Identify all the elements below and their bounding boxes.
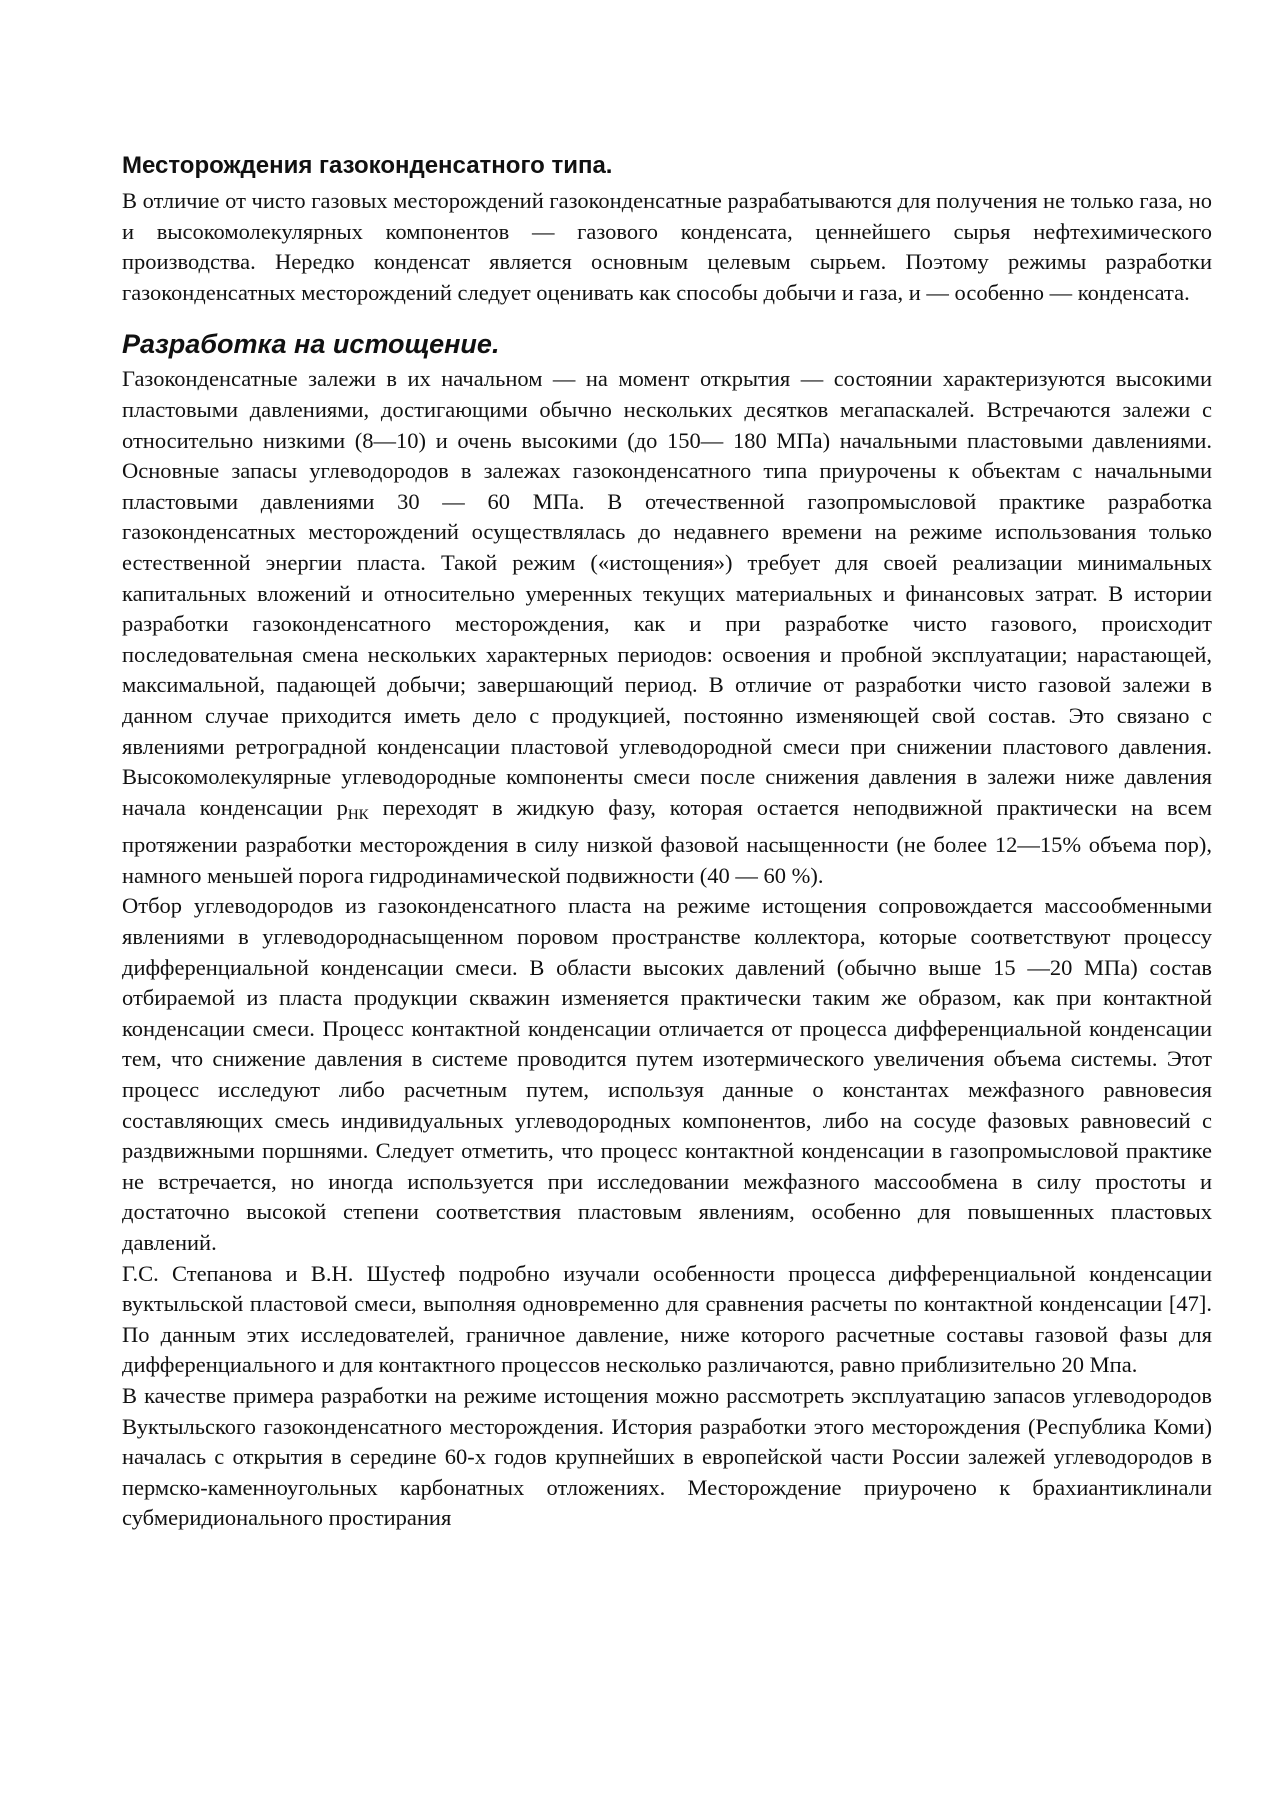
document-page [122,150,1212,1534]
paragraph-vuktyl-example: В качестве примера разработки на режиме истощения можно рассмотреть эксплуатацию запасов углеводородов Вуктыльского газоконденсатного месторождения. История разработки этого месторождения (Республика Коми) началась с открытия в середине 60-х годов крупнейших в европейской части России залежей углеводородов в пермско-каменноугольных карбонатных отложениях. Месторождение приурочено к брахиантиклинали субмеридионального простирания [122,1382,1212,1531]
pressure-symbol [336,794,369,823]
paragraph-text: Газоконденсатные залежи в их начальном — на момент открытия — состоянии характеризуются высокими пластовыми давлениями, достигающими обычно нескольких десятков мегапаскалей. Встречаются залежи с относительно низкими (8—10) и очень высокими (до 150— 180 МПа) начальными пластовыми давлениями. Основные запасы углеводородов в залежах газоконденсатного типа приурочены к объектам с начальными пластовыми давлениями 30 — 60 МПа. В отечественной газопромысловой практике разработка газоконденсатных месторождений осуществлялась до недавнего времени на режиме использования только естественной энергии пласта. Такой режим («истощения») требует для своей реализации минимальных капитальных вложений и относительно умеренных текущих материальных и финансовых затрат. В истории разработки газоконденсатного месторождения, как и при разработке чисто газового, происходит последовательная смена нескольких характерных периодов: освоения и пробной эксплуатации; нарастающей, максимальной, падающей добычи; завершающий период. В отличие от разработки чисто газовой залежи в данном случае приходится иметь дело с продукцией, постоянно изменяющей свой состав. Это связано с явлениями ретроградной конденсации пластовой углеводородной смеси при снижении пластового давления. Высокомолекулярные углеводородные компоненты смеси после снижения давления в залежи ниже давления начала конденсации [122,366,1212,820]
paragraph-text: переходят в жидкую фазу, которая остается неподвижной практически на всем протяжении разработки месторождения в силу низкой фазовой насыщенности (не более 12—15% объема пор), намного меньшей порога гидродинамической подвижности (40 — 60 %). [122,794,1212,888]
section-heading: Месторождения газоконденсатного типа. [122,152,613,179]
paragraph-stepanova-study: Г.С. Степанова и В.Н. Шустеф подробно изучали особенности процесса дифференциальной конденсации вуктыльской пластовой смеси, выполняя одновременно для сравнения расчеты по контактной конденсации [47]. По данным этих исследователей, граничное давление, ниже которого расчетные составы газовой фазы для дифференциального и для контактного процессов несколько различаются, равно приблизительно 20 Мпа. [122,1260,1212,1378]
subsection-heading: Разработка на истощение. [122,329,500,360]
paragraph-differential-condensation: Отбор углеводородов из газоконденсатного пласта на режиме истощения сопровождается массообменными явлениями в углеводороднасыщенном поровом пространстве коллектора, которые соответствуют процессу дифференциальной конденсации смеси. В области высоких давлений (обычно выше 15 —20 МПа) состав отбираемой из пласта продукции скважин изменяется практически таким же образом, как при контактной конденсации смеси. Процесс контактной конденсации отличается от процесса дифференциальной конденсации тем, что снижение давления в системе проводится путем изотермического увеличения объема системы. Этот процесс исследуют либо расчетным путем, используя данные о константах межфазного равновесия составляющих смесь индивидуальных углеводородных компонентов, либо на сосуде фазовых равновесий с раздвижными поршнями. Следует отметить, что процесс контактной конденсации в газопромысловой практике не встречается, но иногда используется при исследовании межфазного массообмена в силу простоты и достаточно высокой степени соответствия пластовым явлениям, особенно для повышенных пластовых давлений. [122,893,1212,1255]
paragraph-depletion-overview [122,364,1212,891]
pressure-symbol-letter: р [336,794,348,820]
pressure-symbol-subscript: НК [347,806,369,823]
intro-paragraph: В отличие от чисто газовых месторождений газоконденсатные разрабатываются для получения не только газа, но и высокомолекулярных компонентов — газового конденсата, ценнейшего сырья нефтехимического производства. Нередко конденсат является основным целевым сырьем. Поэтому режимы разработки газоконденсатных месторождений следует оценивать как способы добычи и газа, и — особенно — конденсата. [122,188,1212,305]
